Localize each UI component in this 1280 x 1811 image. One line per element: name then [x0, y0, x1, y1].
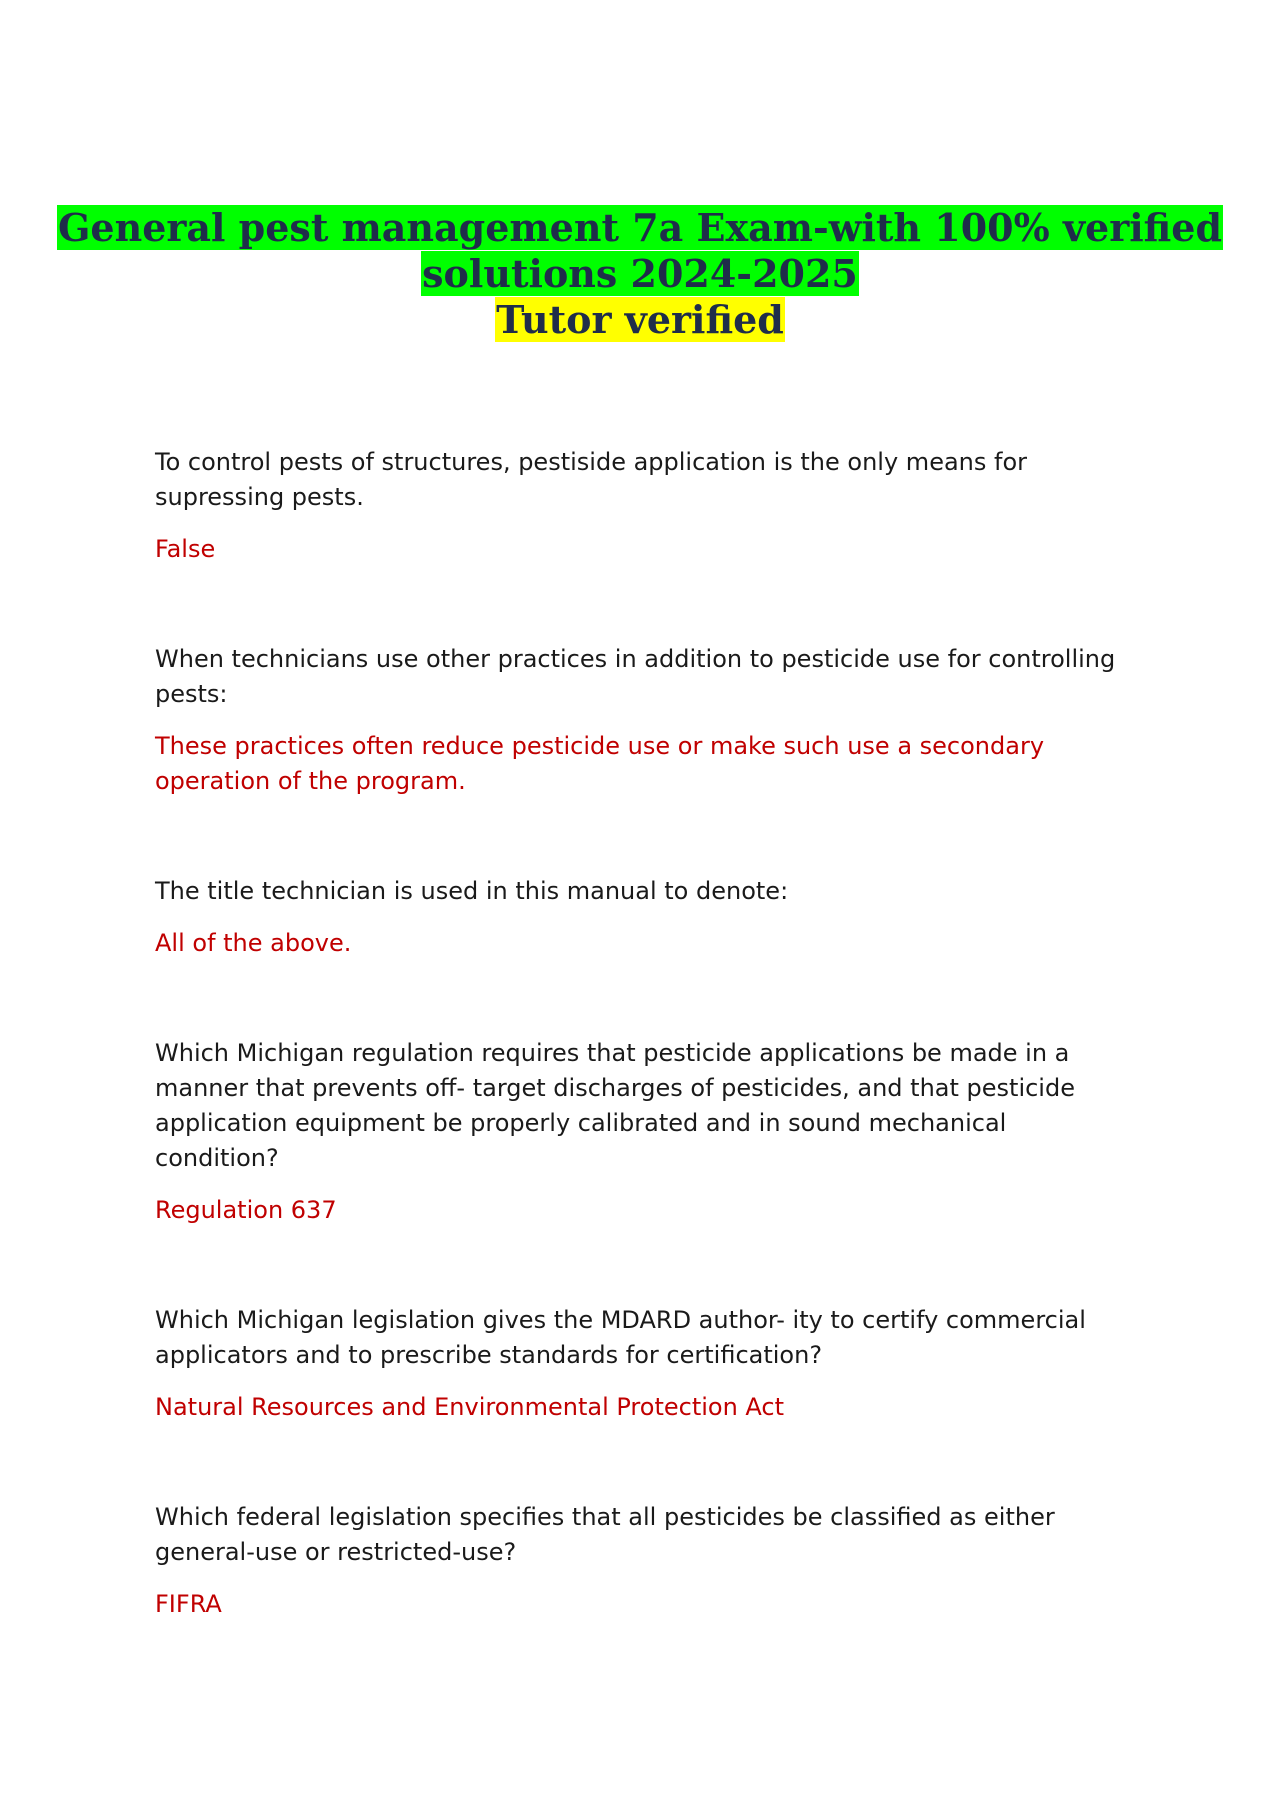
question-text: Which Michigan regulation requires that pesticide applications be made in a manner that prevents off- target discharges of pesticides, and that pesticide application equipment be properly calibrated and in sound mechanical condition? — [155, 1039, 1075, 1172]
document-title — [0, 205, 1280, 343]
question-text: The title technician is used in this manual to denote: — [155, 877, 789, 905]
qa-item-2 — [155, 642, 1135, 799]
answer-text: All of the above. — [155, 929, 352, 957]
answer-text: Regulation 637 — [155, 1196, 337, 1224]
answer-text: Natural Resources and Environmental Protection Act — [155, 1393, 785, 1421]
title-line-1: General pest management 7a Exam-with 100% verified — [57, 205, 1223, 250]
qa-item-6 — [155, 1500, 1135, 1622]
answer-text: False — [155, 535, 216, 563]
question-text: Which federal legislation specifies that all pesticides be classified as either general-use or restricted-use? — [155, 1503, 1055, 1566]
question-text: Which Michigan legislation gives the MDARD author- ity to certify commercial applicators and to prescribe standards for certification? — [155, 1306, 1086, 1369]
qa-item-1 — [155, 445, 1135, 567]
title-line-2: solutions 2024-2025 — [422, 251, 858, 296]
title-line-3: Tutor verified — [496, 297, 784, 342]
qa-item-4 — [155, 1036, 1135, 1228]
qa-item-3 — [155, 874, 1135, 961]
answer-text: FIFRA — [155, 1590, 222, 1618]
answer-text: These practices often reduce pesticide use or make such use a secondary operation of the program. — [155, 732, 1045, 795]
question-text: To control pests of structures, pestiside application is the only means for supressing pests. — [155, 448, 1028, 511]
qa-item-5 — [155, 1303, 1135, 1425]
qa-list — [155, 445, 1135, 1697]
question-text: When technicians use other practices in addition to pesticide use for controlling pests: — [155, 645, 1116, 708]
